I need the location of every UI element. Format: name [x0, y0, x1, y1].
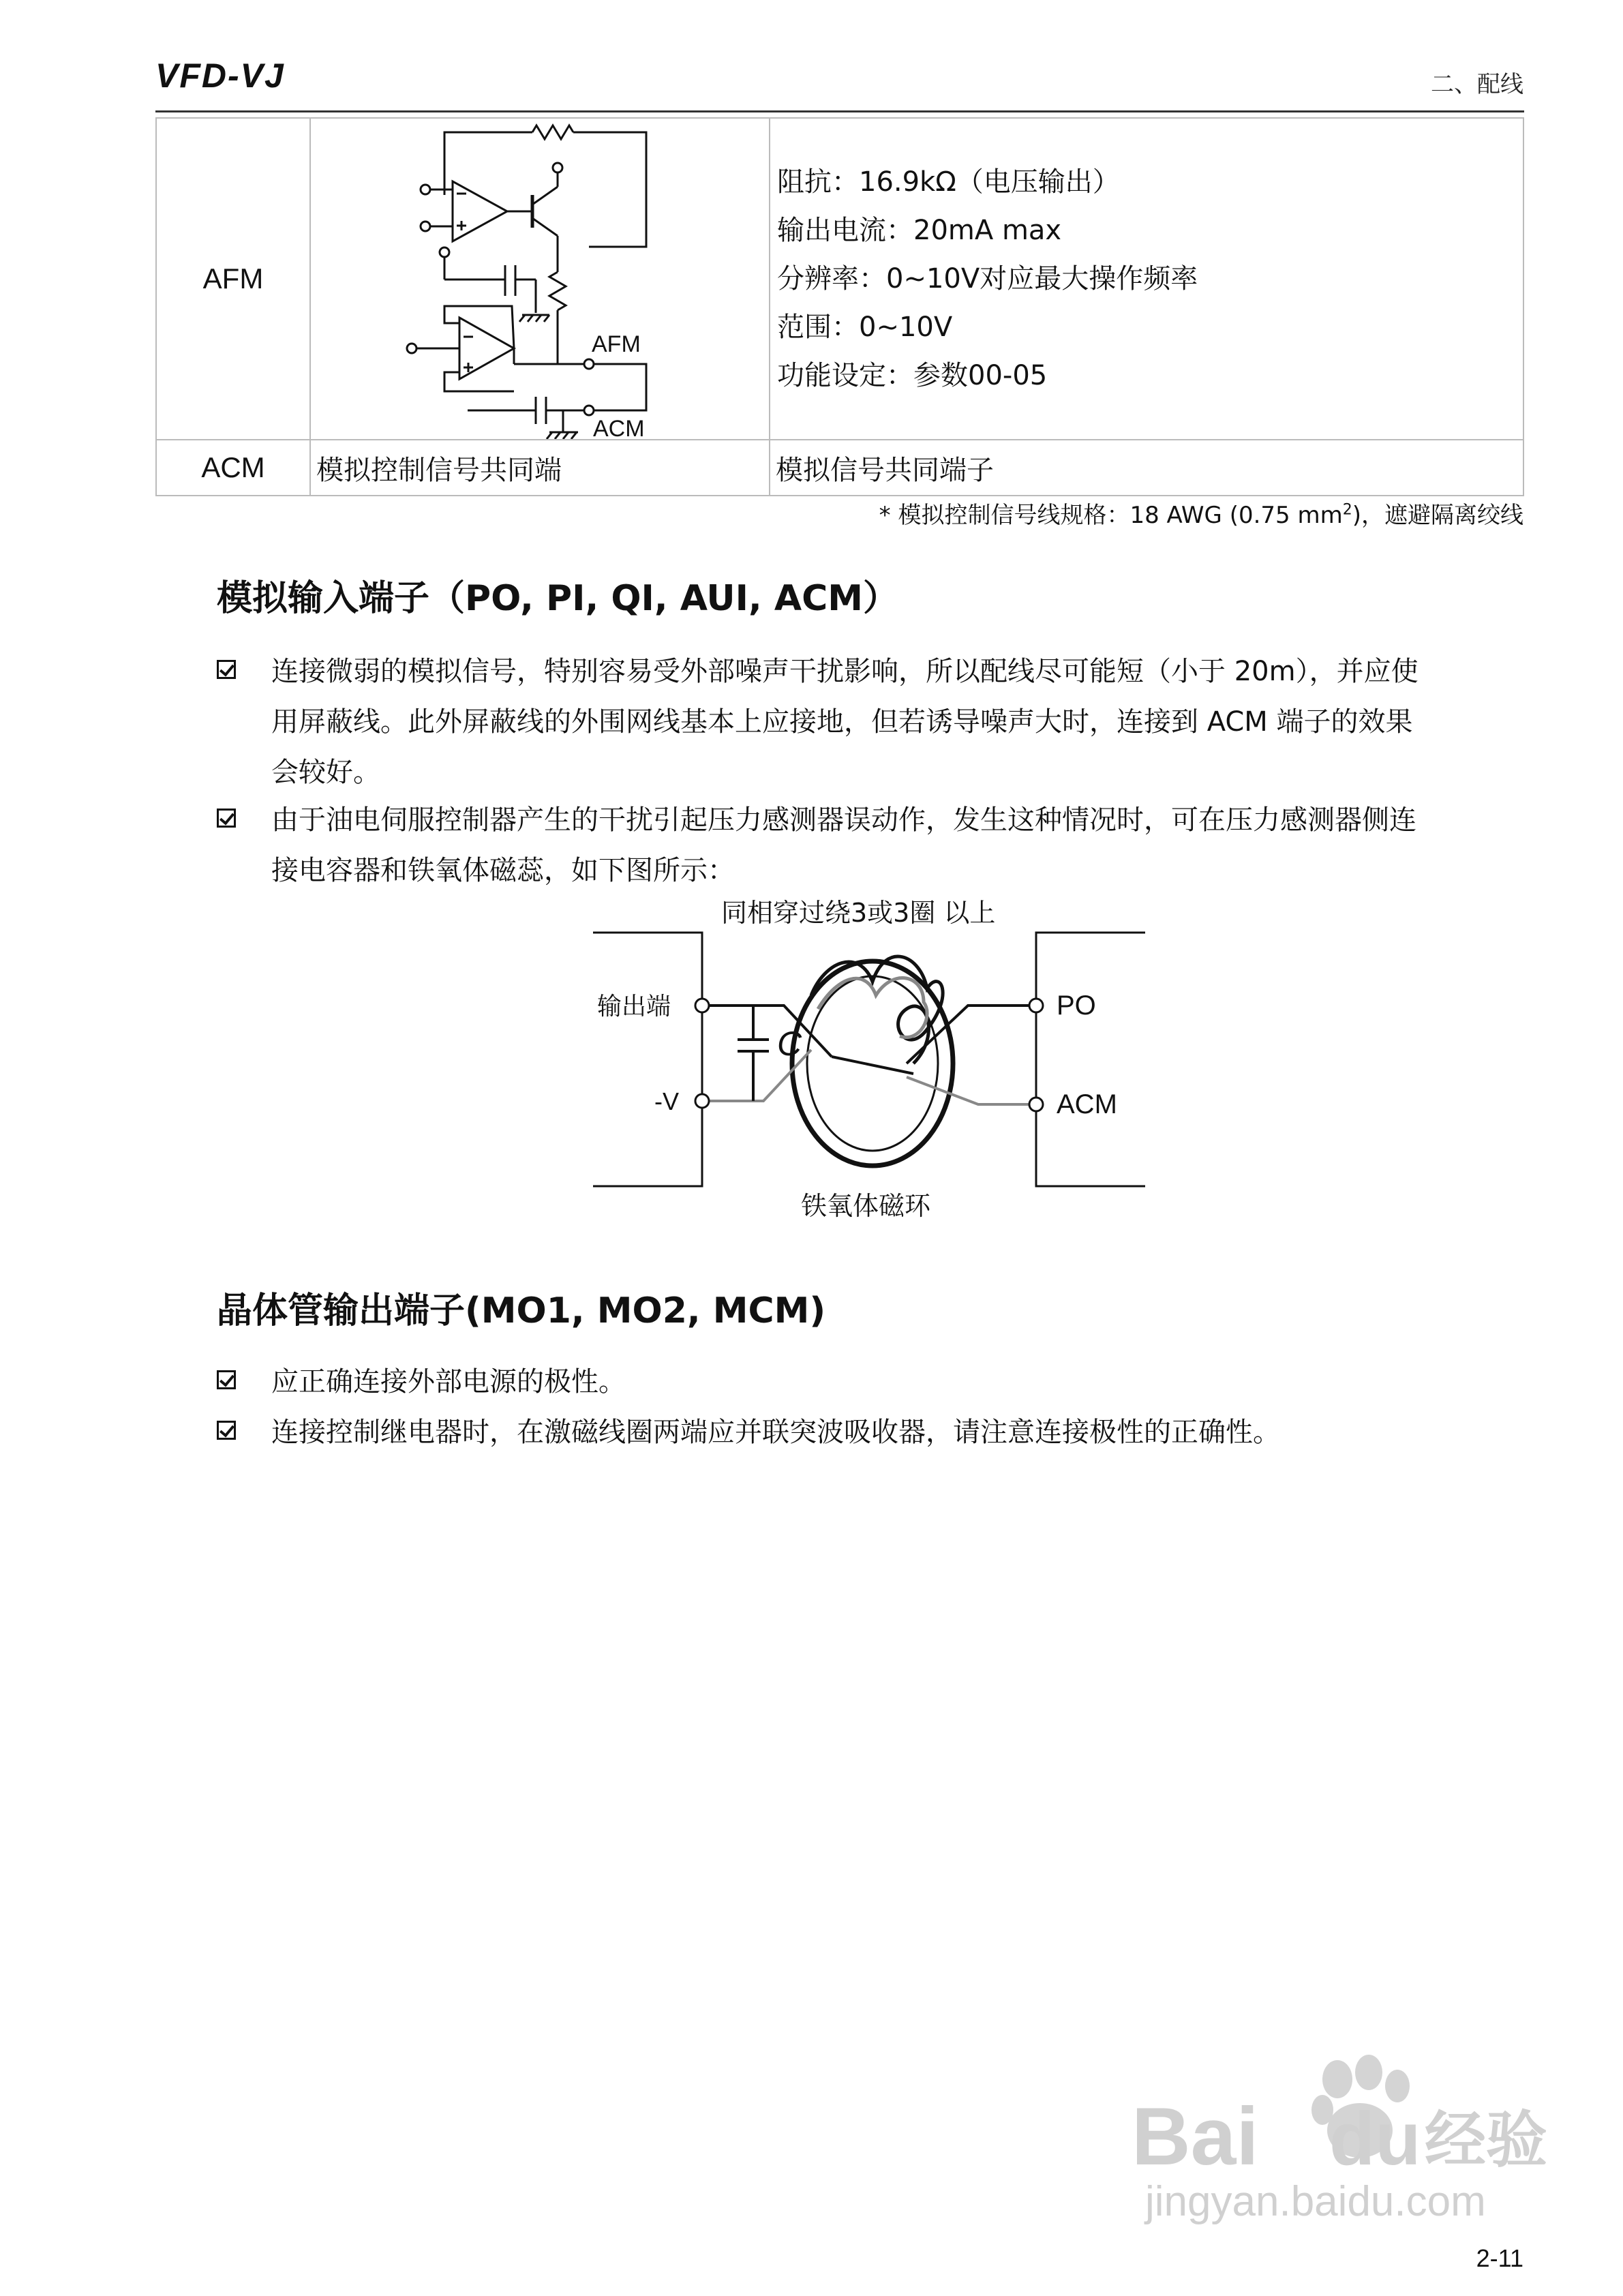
afm-output-current: 输出电流：20mA max [777, 214, 1062, 246]
bullet-analog-1 [217, 646, 1526, 798]
table-row-acm [156, 440, 1523, 496]
afm-resolution: 分辨率：0~10V对应最大操作频率 [777, 262, 1198, 294]
page-number: 2-11 [1476, 2244, 1523, 2272]
diagram-capacitor-label: C [777, 1025, 802, 1063]
section-title-analog-input: 模拟输入端子（PO, PI, QI, AUI, ACM） [217, 578, 898, 619]
diagram-po-label: PO [1057, 991, 1096, 1021]
table-row-afm [156, 118, 1523, 440]
header-rule [155, 110, 1524, 112]
bullet-line: 连接微弱的模拟信号，特别容易受外部噪声干扰影响，所以配线尽可能短（小于 20m），并应使 [271, 656, 1419, 687]
checkbox-icon [217, 660, 236, 679]
terminal-name-acm: ACM [156, 440, 310, 496]
bullet-transistor-2 [217, 1407, 1526, 1457]
checkbox-icon [217, 809, 236, 828]
bullet-line: 连接控制继电器时，在激磁线圈两端应并联突波吸收器，请注意连接极性的正确性。 [271, 1417, 1280, 1448]
diagram-ferrite-label: 铁氧体磁环 [801, 1191, 931, 1220]
note-superscript: 2 [1342, 501, 1352, 519]
diagram-output-terminal-label: 输出端 [597, 993, 671, 1021]
watermark-brand: Bai [1132, 2091, 1259, 2182]
watermark-brand-2: du [1329, 2097, 1421, 2181]
checkbox-icon [217, 1370, 236, 1389]
logo: VFD-VJ [155, 57, 285, 95]
note-text-after: )，遮避隔离绞线 [1352, 502, 1523, 529]
ferrite-wiring-diagram [586, 900, 1159, 1220]
diagram-acm-label: ACM [1057, 1089, 1117, 1119]
acm-circuit-label: ACM [593, 416, 645, 439]
cable-spec-note [879, 496, 1523, 530]
bullet-transistor-1 [217, 1357, 1526, 1407]
afm-circuit-diagram [311, 119, 769, 439]
afm-circuit-cell [310, 118, 770, 440]
bullet-line: 会较好。 [271, 757, 380, 788]
afm-range: 范围：0~10V [777, 311, 953, 343]
bullet-analog-2 [217, 795, 1526, 896]
acm-col2 [310, 440, 770, 496]
terminal-name-afm: AFM [156, 118, 310, 440]
chapter-title: 二、配线 [1431, 71, 1523, 98]
diagram-minus-v-label: -V [654, 1087, 679, 1115]
acm-col3 [770, 440, 1523, 496]
afm-function-setting: 功能设定：参数00-05 [777, 359, 1048, 391]
afm-impedance: 阻抗：16.9kΩ（电压输出） [777, 166, 1120, 198]
acm-col2-text: 模拟控制信号共同端 [316, 454, 562, 486]
section-title-transistor-output: 晶体管输出端子(MO1, MO2, MCM) [217, 1290, 826, 1331]
bullet-line: 用屏蔽线。此外屏蔽线的外围网线基本上应接地，但若诱导噪声大时，连接到 ACM 端子的效果 [271, 706, 1413, 738]
acm-col3-text: 模拟信号共同端子 [776, 454, 994, 486]
baidu-jingyan-watermark [1125, 2052, 1547, 2229]
watermark-tag: 经验 [1425, 2104, 1547, 2176]
bullet-line: 由于油电伺服控制器产生的干扰引起压力感测器误动作，发生这种情况时，可在压力感测器侧连 [271, 804, 1416, 836]
checkbox-icon [217, 1421, 236, 1440]
terminal-spec-table [155, 117, 1524, 496]
bullet-line: 应正确连接外部电源的极性。 [271, 1366, 626, 1398]
afm-description-cell [770, 118, 1523, 440]
note-text-before: * 模拟控制信号线规格：18 AWG (0.75 mm [879, 502, 1343, 529]
afm-circuit-label: AFM [592, 331, 641, 357]
diagram-top-label: 同相穿过绕3或3圈 以上 [721, 900, 996, 928]
bullet-line: 接电容器和铁氧体磁蕊，如下图所示： [271, 855, 735, 886]
watermark-url: jingyan.baidu.com [1145, 2178, 1486, 2225]
